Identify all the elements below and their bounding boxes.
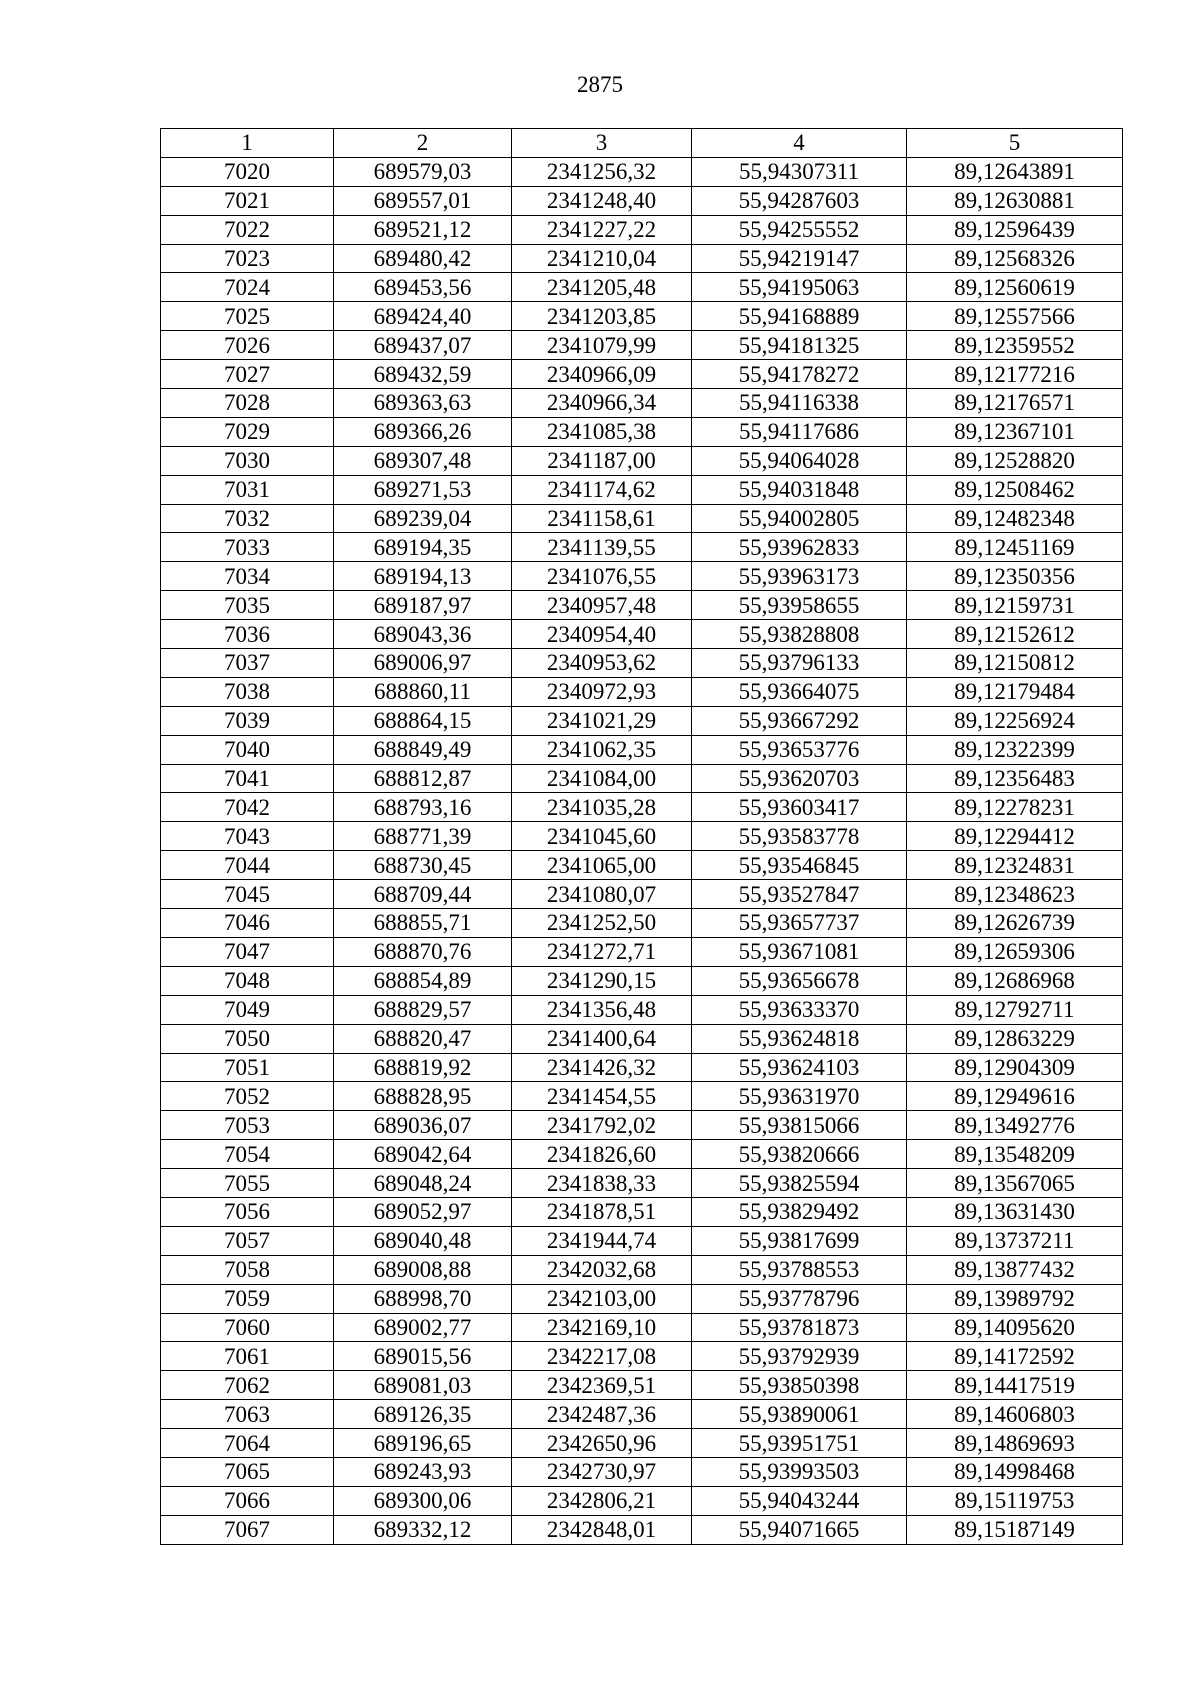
point-number-cell: 7045 (161, 880, 334, 909)
longitude-cell: 89,14998468 (907, 1457, 1123, 1486)
point-number-cell: 7038 (161, 677, 334, 706)
latitude-cell: 55,93850398 (692, 1371, 907, 1400)
longitude-cell: 89,12568326 (907, 244, 1123, 273)
longitude-cell: 89,12159731 (907, 591, 1123, 620)
table-row (161, 591, 1123, 620)
table-row (161, 620, 1123, 649)
point-number-cell: 7048 (161, 966, 334, 995)
latitude-cell: 55,94071665 (692, 1515, 907, 1544)
y-coordinate-cell: 2341203,85 (512, 302, 692, 331)
latitude-cell: 55,94287603 (692, 186, 907, 215)
latitude-cell: 55,93656678 (692, 966, 907, 995)
latitude-cell: 55,93631970 (692, 1082, 907, 1111)
x-coordinate-cell: 689052,97 (334, 1197, 512, 1226)
y-coordinate-cell: 2341826,60 (512, 1140, 692, 1169)
y-coordinate-cell: 2342487,36 (512, 1400, 692, 1429)
y-coordinate-cell: 2341792,02 (512, 1111, 692, 1140)
table-row (161, 1053, 1123, 1082)
table-row (161, 157, 1123, 186)
table-row (161, 1371, 1123, 1400)
longitude-cell: 89,12686968 (907, 966, 1123, 995)
latitude-cell: 55,93664075 (692, 677, 907, 706)
latitude-cell: 55,94219147 (692, 244, 907, 273)
table-row (161, 1429, 1123, 1458)
longitude-cell: 89,12949616 (907, 1082, 1123, 1111)
latitude-cell: 55,94002805 (692, 504, 907, 533)
point-number-cell: 7031 (161, 475, 334, 504)
latitude-cell: 55,93657737 (692, 909, 907, 938)
longitude-cell: 89,12179484 (907, 677, 1123, 706)
table-row (161, 735, 1123, 764)
x-coordinate-cell: 689043,36 (334, 620, 512, 649)
longitude-cell: 89,12322399 (907, 735, 1123, 764)
latitude-cell: 55,93667292 (692, 706, 907, 735)
longitude-cell: 89,12863229 (907, 1024, 1123, 1053)
y-coordinate-cell: 2340966,34 (512, 389, 692, 418)
table-row (161, 909, 1123, 938)
latitude-cell: 55,93829492 (692, 1197, 907, 1226)
longitude-cell: 89,12482348 (907, 504, 1123, 533)
table-row (161, 273, 1123, 302)
longitude-cell: 89,12560619 (907, 273, 1123, 302)
table-row (161, 1255, 1123, 1284)
x-coordinate-cell: 688793,16 (334, 793, 512, 822)
point-number-cell: 7064 (161, 1429, 334, 1458)
y-coordinate-cell: 2341035,28 (512, 793, 692, 822)
x-coordinate-cell: 688828,95 (334, 1082, 512, 1111)
table-row (161, 533, 1123, 562)
longitude-cell: 89,12177216 (907, 360, 1123, 389)
x-coordinate-cell: 689002,77 (334, 1313, 512, 1342)
table-row (161, 1111, 1123, 1140)
longitude-cell: 89,12294412 (907, 822, 1123, 851)
longitude-cell: 89,13548209 (907, 1140, 1123, 1169)
table-row (161, 937, 1123, 966)
x-coordinate-cell: 689332,12 (334, 1515, 512, 1544)
x-coordinate-cell: 689366,26 (334, 417, 512, 446)
table-header (161, 129, 1123, 158)
longitude-cell: 89,12643891 (907, 157, 1123, 186)
latitude-cell: 55,93778796 (692, 1284, 907, 1313)
latitude-cell: 55,93825594 (692, 1169, 907, 1198)
table-row (161, 1197, 1123, 1226)
longitude-cell: 89,14095620 (907, 1313, 1123, 1342)
latitude-cell: 55,93527847 (692, 880, 907, 909)
x-coordinate-cell: 689036,07 (334, 1111, 512, 1140)
y-coordinate-cell: 2341065,00 (512, 851, 692, 880)
point-number-cell: 7050 (161, 1024, 334, 1053)
point-number-cell: 7024 (161, 273, 334, 302)
point-number-cell: 7041 (161, 764, 334, 793)
y-coordinate-cell: 2342032,68 (512, 1255, 692, 1284)
y-coordinate-cell: 2342730,97 (512, 1457, 692, 1486)
longitude-cell: 89,12528820 (907, 446, 1123, 475)
x-coordinate-cell: 689480,42 (334, 244, 512, 273)
point-number-cell: 7056 (161, 1197, 334, 1226)
table-row (161, 1082, 1123, 1111)
y-coordinate-cell: 2341062,35 (512, 735, 692, 764)
point-number-cell: 7058 (161, 1255, 334, 1284)
longitude-cell: 89,12356483 (907, 764, 1123, 793)
y-coordinate-cell: 2342848,01 (512, 1515, 692, 1544)
point-number-cell: 7028 (161, 389, 334, 418)
table-row (161, 1313, 1123, 1342)
longitude-cell: 89,12324831 (907, 851, 1123, 880)
latitude-cell: 55,94255552 (692, 215, 907, 244)
latitude-cell: 55,93815066 (692, 1111, 907, 1140)
column-header-4: 4 (692, 129, 907, 158)
x-coordinate-cell: 689300,06 (334, 1486, 512, 1515)
x-coordinate-cell: 689048,24 (334, 1169, 512, 1198)
point-number-cell: 7033 (161, 533, 334, 562)
x-coordinate-cell: 688829,57 (334, 995, 512, 1024)
y-coordinate-cell: 2341227,22 (512, 215, 692, 244)
column-header-2: 2 (334, 129, 512, 158)
point-number-cell: 7042 (161, 793, 334, 822)
x-coordinate-cell: 689363,63 (334, 389, 512, 418)
y-coordinate-cell: 2341454,55 (512, 1082, 692, 1111)
x-coordinate-cell: 689187,97 (334, 591, 512, 620)
point-number-cell: 7040 (161, 735, 334, 764)
point-number-cell: 7062 (161, 1371, 334, 1400)
coordinates-table (160, 128, 1123, 1545)
y-coordinate-cell: 2340953,62 (512, 649, 692, 678)
y-coordinate-cell: 2341045,60 (512, 822, 692, 851)
table-row (161, 446, 1123, 475)
longitude-cell: 89,14869693 (907, 1429, 1123, 1458)
table-row (161, 851, 1123, 880)
longitude-cell: 89,12596439 (907, 215, 1123, 244)
longitude-cell: 89,12792711 (907, 995, 1123, 1024)
x-coordinate-cell: 689453,56 (334, 273, 512, 302)
x-coordinate-cell: 689437,07 (334, 331, 512, 360)
latitude-cell: 55,93583778 (692, 822, 907, 851)
table-row (161, 706, 1123, 735)
x-coordinate-cell: 689432,59 (334, 360, 512, 389)
latitude-cell: 55,93817699 (692, 1226, 907, 1255)
latitude-cell: 55,93788553 (692, 1255, 907, 1284)
latitude-cell: 55,93828808 (692, 620, 907, 649)
y-coordinate-cell: 2341210,04 (512, 244, 692, 273)
x-coordinate-cell: 689424,40 (334, 302, 512, 331)
x-coordinate-cell: 689040,48 (334, 1226, 512, 1255)
y-coordinate-cell: 2340957,48 (512, 591, 692, 620)
latitude-cell: 55,93796133 (692, 649, 907, 678)
y-coordinate-cell: 2341174,62 (512, 475, 692, 504)
longitude-cell: 89,12350356 (907, 562, 1123, 591)
x-coordinate-cell: 689081,03 (334, 1371, 512, 1400)
y-coordinate-cell: 2341272,71 (512, 937, 692, 966)
latitude-cell: 55,93962833 (692, 533, 907, 562)
longitude-cell: 89,14417519 (907, 1371, 1123, 1400)
latitude-cell: 55,93890061 (692, 1400, 907, 1429)
point-number-cell: 7023 (161, 244, 334, 273)
point-number-cell: 7029 (161, 417, 334, 446)
longitude-cell: 89,12256924 (907, 706, 1123, 735)
longitude-cell: 89,12359552 (907, 331, 1123, 360)
x-coordinate-cell: 689042,64 (334, 1140, 512, 1169)
longitude-cell: 89,13989792 (907, 1284, 1123, 1313)
y-coordinate-cell: 2341356,48 (512, 995, 692, 1024)
y-coordinate-cell: 2341084,00 (512, 764, 692, 793)
point-number-cell: 7039 (161, 706, 334, 735)
x-coordinate-cell: 689521,12 (334, 215, 512, 244)
point-number-cell: 7063 (161, 1400, 334, 1429)
x-coordinate-cell: 689271,53 (334, 475, 512, 504)
column-header-3: 3 (512, 129, 692, 158)
point-number-cell: 7051 (161, 1053, 334, 1082)
point-number-cell: 7057 (161, 1226, 334, 1255)
y-coordinate-cell: 2341252,50 (512, 909, 692, 938)
point-number-cell: 7065 (161, 1457, 334, 1486)
table-row (161, 1284, 1123, 1313)
y-coordinate-cell: 2340966,09 (512, 360, 692, 389)
x-coordinate-cell: 689579,03 (334, 157, 512, 186)
table-row (161, 822, 1123, 851)
table-row (161, 1400, 1123, 1429)
point-number-cell: 7044 (161, 851, 334, 880)
y-coordinate-cell: 2342103,00 (512, 1284, 692, 1313)
point-number-cell: 7020 (161, 157, 334, 186)
longitude-cell: 89,12176571 (907, 389, 1123, 418)
point-number-cell: 7032 (161, 504, 334, 533)
y-coordinate-cell: 2341205,48 (512, 273, 692, 302)
x-coordinate-cell: 688771,39 (334, 822, 512, 851)
point-number-cell: 7047 (161, 937, 334, 966)
y-coordinate-cell: 2341158,61 (512, 504, 692, 533)
column-header-1: 1 (161, 129, 334, 158)
point-number-cell: 7043 (161, 822, 334, 851)
page-number: 2875 (577, 72, 623, 97)
x-coordinate-cell: 688849,49 (334, 735, 512, 764)
x-coordinate-cell: 688730,45 (334, 851, 512, 880)
latitude-cell: 55,94117686 (692, 417, 907, 446)
point-number-cell: 7055 (161, 1169, 334, 1198)
x-coordinate-cell: 689008,88 (334, 1255, 512, 1284)
longitude-cell: 89,12626739 (907, 909, 1123, 938)
table-row (161, 649, 1123, 678)
table-row (161, 1457, 1123, 1486)
longitude-cell: 89,12508462 (907, 475, 1123, 504)
point-number-cell: 7060 (161, 1313, 334, 1342)
x-coordinate-cell: 688870,76 (334, 937, 512, 966)
latitude-cell: 55,93951751 (692, 1429, 907, 1458)
longitude-cell: 89,15119753 (907, 1486, 1123, 1515)
longitude-cell: 89,12904309 (907, 1053, 1123, 1082)
table-row (161, 880, 1123, 909)
x-coordinate-cell: 689006,97 (334, 649, 512, 678)
y-coordinate-cell: 2341290,15 (512, 966, 692, 995)
longitude-cell: 89,12659306 (907, 937, 1123, 966)
y-coordinate-cell: 2341248,40 (512, 186, 692, 215)
x-coordinate-cell: 688812,87 (334, 764, 512, 793)
table-row (161, 475, 1123, 504)
y-coordinate-cell: 2341079,99 (512, 331, 692, 360)
longitude-cell: 89,13631430 (907, 1197, 1123, 1226)
x-coordinate-cell: 689557,01 (334, 186, 512, 215)
x-coordinate-cell: 689307,48 (334, 446, 512, 475)
x-coordinate-cell: 688820,47 (334, 1024, 512, 1053)
x-coordinate-cell: 688998,70 (334, 1284, 512, 1313)
point-number-cell: 7061 (161, 1342, 334, 1371)
table-row (161, 215, 1123, 244)
y-coordinate-cell: 2342650,96 (512, 1429, 692, 1458)
y-coordinate-cell: 2342169,10 (512, 1313, 692, 1342)
point-number-cell: 7053 (161, 1111, 334, 1140)
table-row (161, 1169, 1123, 1198)
x-coordinate-cell: 688860,11 (334, 677, 512, 706)
longitude-cell: 89,12630881 (907, 186, 1123, 215)
longitude-cell: 89,12367101 (907, 417, 1123, 446)
y-coordinate-cell: 2341878,51 (512, 1197, 692, 1226)
longitude-cell: 89,13737211 (907, 1226, 1123, 1255)
latitude-cell: 55,94181325 (692, 331, 907, 360)
latitude-cell: 55,93546845 (692, 851, 907, 880)
x-coordinate-cell: 688854,89 (334, 966, 512, 995)
x-coordinate-cell: 688864,15 (334, 706, 512, 735)
table-row (161, 677, 1123, 706)
longitude-cell: 89,14172592 (907, 1342, 1123, 1371)
point-number-cell: 7036 (161, 620, 334, 649)
latitude-cell: 55,93958655 (692, 591, 907, 620)
y-coordinate-cell: 2341426,32 (512, 1053, 692, 1082)
latitude-cell: 55,94178272 (692, 360, 907, 389)
latitude-cell: 55,93624103 (692, 1053, 907, 1082)
latitude-cell: 55,94043244 (692, 1486, 907, 1515)
y-coordinate-cell: 2341400,64 (512, 1024, 692, 1053)
latitude-cell: 55,93792939 (692, 1342, 907, 1371)
table-row (161, 995, 1123, 1024)
table-row (161, 302, 1123, 331)
longitude-cell: 89,12557566 (907, 302, 1123, 331)
longitude-cell: 89,12451169 (907, 533, 1123, 562)
x-coordinate-cell: 688819,92 (334, 1053, 512, 1082)
latitude-cell: 55,93620703 (692, 764, 907, 793)
latitude-cell: 55,93993503 (692, 1457, 907, 1486)
point-number-cell: 7022 (161, 215, 334, 244)
point-number-cell: 7035 (161, 591, 334, 620)
table-row (161, 562, 1123, 591)
table-row (161, 244, 1123, 273)
latitude-cell: 55,94307311 (692, 157, 907, 186)
point-number-cell: 7052 (161, 1082, 334, 1111)
longitude-cell: 89,12278231 (907, 793, 1123, 822)
y-coordinate-cell: 2341838,33 (512, 1169, 692, 1198)
point-number-cell: 7054 (161, 1140, 334, 1169)
table-row (161, 1486, 1123, 1515)
table-row (161, 504, 1123, 533)
table-body (161, 157, 1123, 1544)
table-row (161, 360, 1123, 389)
point-number-cell: 7049 (161, 995, 334, 1024)
table-row (161, 793, 1123, 822)
point-number-cell: 7067 (161, 1515, 334, 1544)
y-coordinate-cell: 2341944,74 (512, 1226, 692, 1255)
longitude-cell: 89,13492776 (907, 1111, 1123, 1140)
latitude-cell: 55,93653776 (692, 735, 907, 764)
table-row (161, 1342, 1123, 1371)
y-coordinate-cell: 2341256,32 (512, 157, 692, 186)
x-coordinate-cell: 689243,93 (334, 1457, 512, 1486)
table-row (161, 417, 1123, 446)
latitude-cell: 55,94064028 (692, 446, 907, 475)
point-number-cell: 7025 (161, 302, 334, 331)
latitude-cell: 55,93820666 (692, 1140, 907, 1169)
latitude-cell: 55,93603417 (692, 793, 907, 822)
longitude-cell: 89,14606803 (907, 1400, 1123, 1429)
table-row (161, 1140, 1123, 1169)
point-number-cell: 7034 (161, 562, 334, 591)
table-row (161, 1515, 1123, 1544)
longitude-cell: 89,13877432 (907, 1255, 1123, 1284)
point-number-cell: 7027 (161, 360, 334, 389)
latitude-cell: 55,94195063 (692, 273, 907, 302)
latitude-cell: 55,93963173 (692, 562, 907, 591)
table-row (161, 764, 1123, 793)
y-coordinate-cell: 2341080,07 (512, 880, 692, 909)
y-coordinate-cell: 2342217,08 (512, 1342, 692, 1371)
table-row (161, 1024, 1123, 1053)
table-row (161, 389, 1123, 418)
x-coordinate-cell: 689194,13 (334, 562, 512, 591)
table-row (161, 966, 1123, 995)
y-coordinate-cell: 2341139,55 (512, 533, 692, 562)
latitude-cell: 55,93633370 (692, 995, 907, 1024)
point-number-cell: 7021 (161, 186, 334, 215)
latitude-cell: 55,93624818 (692, 1024, 907, 1053)
longitude-cell: 89,12150812 (907, 649, 1123, 678)
x-coordinate-cell: 688709,44 (334, 880, 512, 909)
point-number-cell: 7026 (161, 331, 334, 360)
x-coordinate-cell: 689196,65 (334, 1429, 512, 1458)
y-coordinate-cell: 2342806,21 (512, 1486, 692, 1515)
y-coordinate-cell: 2341021,29 (512, 706, 692, 735)
latitude-cell: 55,94168889 (692, 302, 907, 331)
point-number-cell: 7066 (161, 1486, 334, 1515)
longitude-cell: 89,12152612 (907, 620, 1123, 649)
column-header-5: 5 (907, 129, 1123, 158)
longitude-cell: 89,12348623 (907, 880, 1123, 909)
x-coordinate-cell: 689194,35 (334, 533, 512, 562)
y-coordinate-cell: 2342369,51 (512, 1371, 692, 1400)
y-coordinate-cell: 2341076,55 (512, 562, 692, 591)
x-coordinate-cell: 689239,04 (334, 504, 512, 533)
latitude-cell: 55,94116338 (692, 389, 907, 418)
x-coordinate-cell: 689015,56 (334, 1342, 512, 1371)
point-number-cell: 7037 (161, 649, 334, 678)
x-coordinate-cell: 689126,35 (334, 1400, 512, 1429)
table-row (161, 186, 1123, 215)
longitude-cell: 89,15187149 (907, 1515, 1123, 1544)
point-number-cell: 7030 (161, 446, 334, 475)
latitude-cell: 55,94031848 (692, 475, 907, 504)
y-coordinate-cell: 2340954,40 (512, 620, 692, 649)
latitude-cell: 55,93671081 (692, 937, 907, 966)
y-coordinate-cell: 2341085,38 (512, 417, 692, 446)
table-row (161, 1226, 1123, 1255)
header-row (161, 129, 1123, 158)
y-coordinate-cell: 2340972,93 (512, 677, 692, 706)
point-number-cell: 7059 (161, 1284, 334, 1313)
longitude-cell: 89,13567065 (907, 1169, 1123, 1198)
point-number-cell: 7046 (161, 909, 334, 938)
y-coordinate-cell: 2341187,00 (512, 446, 692, 475)
latitude-cell: 55,93781873 (692, 1313, 907, 1342)
x-coordinate-cell: 688855,71 (334, 909, 512, 938)
table-row (161, 331, 1123, 360)
